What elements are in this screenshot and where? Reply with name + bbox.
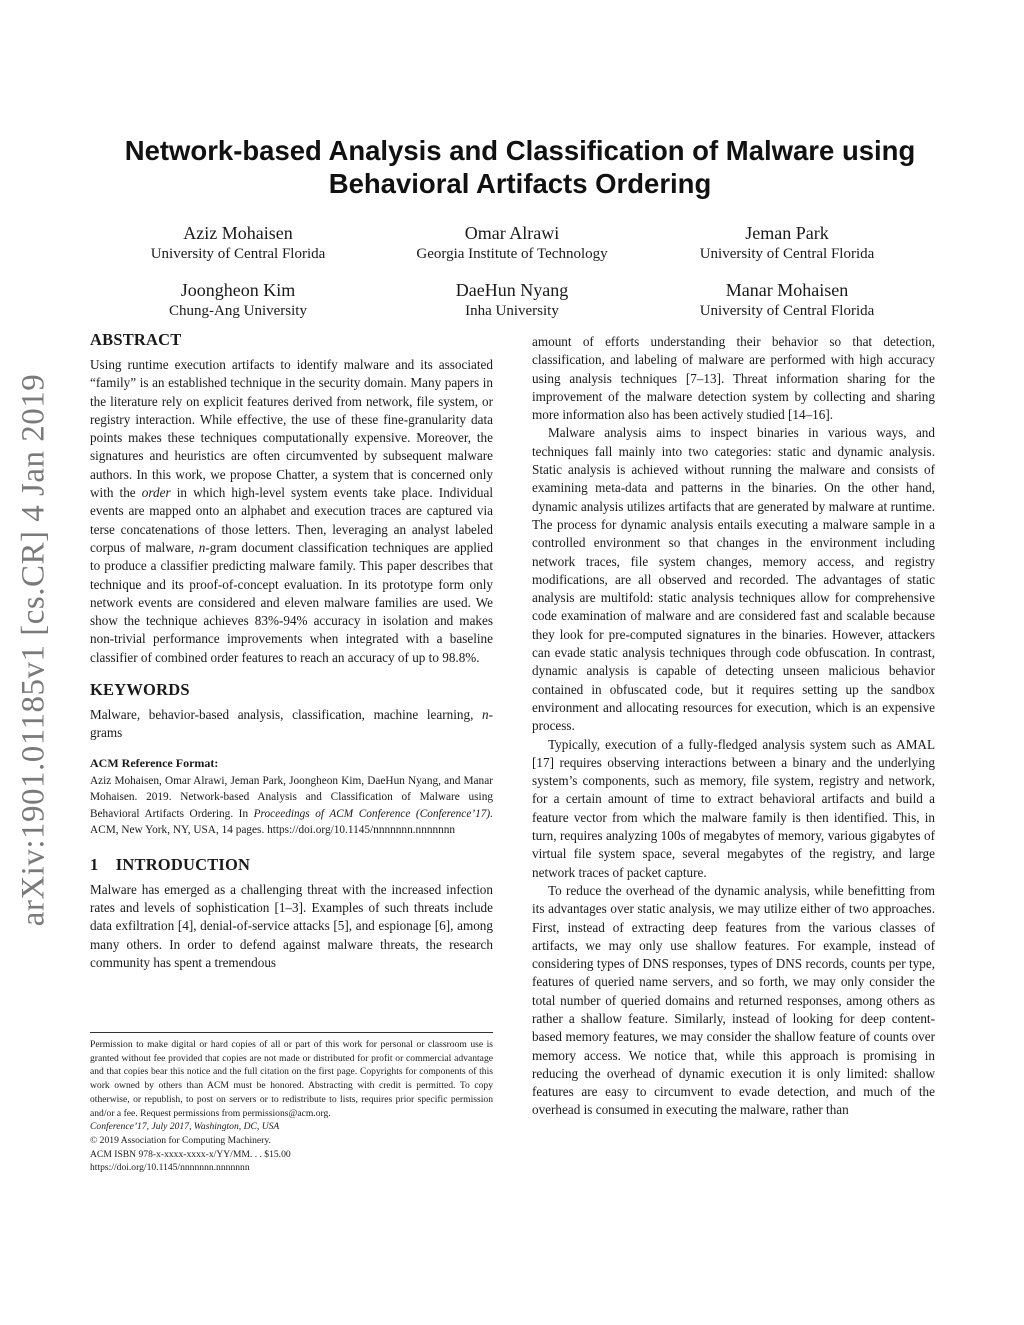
intro-paragraph: Typically, execution of a fully-fledged analysis system such as AMAL [17] requires observing interactions between a binary and the underlying system’s components, such as memory, file system, registry and network, for a certain amount of time to extract behavioral artifacts and build a feature vector from which the malware family is then identified. This, in turn, requires analyzing 100s of megabytes of memory, various gigabytes of virtual file system space, several megabytes of the registry, and large network traces of packet capture. [532,736,935,880]
keywords-heading: KEYWORDS [90,680,190,700]
author-name: Omar Alrawi [464,223,560,243]
author-affiliation: University of Central Florida [699,246,875,262]
left-column [90,330,493,972]
copyright-line: © 2019 Association for Computing Machinery. [90,1134,271,1146]
author-block [637,222,937,264]
isbn-line: ACM ISBN 978-x-xxxx-xxxx-x/YY/MM. . . $15.00 [90,1148,291,1160]
introduction-heading: 1 INTRODUCTION [90,854,251,874]
permission-text: Permission to make digital or hard copies of all or part of this work for personal or classroom use is granted without fee provided that copies are not made or distributed for profit or commercial advantage and that copies bear this notice and the full citation on the first page. Copyrights for components of this work owned by others than ACM must be honored. Abstracting with credit is permitted. To copy otherwise, or republish, to post on servers or to redistribute to lists, requires prior specific permission and/or a fee. Request permissions from permissions@acm.org. [90,1039,493,1119]
abstract-text: Using runtime execution artifacts to identify malware and its associated “family” is an established technique in the security domain. Many papers in the literature rely on explicit features derived from network, file system, or registry interaction. While effective, the use of these fine-granularity data points makes these techniques computationally expensive. Moreover, the signatures and heuristics are often circumvented by subsequent malware authors. In this work, we propose Chatter, a system that is concerned only with the order in which high-level system events take place. Individual events are mapped onto an alphabet and execution traces are captured via terse concatenations of those letters. Then, leveraging an analyst labeled corpus of malware, n-gram document classification techniques are applied to produce a classifier predicting malware family. This paper describes that technique and its proof-of-concept evaluation. In its prototype form only network events are considered and eleven malware families are used. We show the technique achieves 83%-94% accuracy in isolation and makes non-trivial performance improvements when integrated with a baseline classifier of combined order features to reach an accuracy of up to 98.8%. [90,357,494,665]
author-name: Aziz Mohaisen [183,223,293,243]
intro-paragraph: amount of efforts understanding their behavior so that detection, classification, and labeling of malware are performed with high accuracy using analysis techniques [7–13]. Threat information sharing for the improvement of the malware detection system by collecting and sharing more information also has been actively studied [14–16]. [532,334,935,423]
acm-reference-heading: ACM Reference Format: [90,755,219,770]
title-line-1: Network-based Analysis and Classification of Malware using [124,135,916,166]
author-block [362,279,662,321]
title-line-2: Behavioral Artifacts Ordering [328,168,712,199]
abstract-heading: ABSTRACT [90,330,182,349]
doi-line: https://doi.org/10.1145/nnnnnnn.nnnnnnn [90,1162,250,1174]
author-block [362,222,662,264]
intro-paragraph: Malware analysis aims to inspect binaries in various ways, and techniques fall mainly into two categories: static and dynamic analysis. Static analysis is achieved without running the malware and consists of examining meta-data and patterns in the binaries. On the other hand, dynamic analysis utilizes artifacts that are generated by malware at runtime. The process for dynamic analysis entails executing a malware sample in a controlled environment so that changes in the environment including network traces, file system changes, memory access, and registry modifications, are all observed and recorded. The advantages of static analysis are multifold: static analysis techniques allow for comprehensive code examination of malware and are considered fast and scalable because they look for pre-computed signatures in the binaries. However, attackers can evade static analysis techniques through code obfuscation. In contrast, dynamic analysis is capable of detecting unseen malicious behavior contained in obfuscated code, but it requires setting up the sandbox environment and allocating resources for execution, which is an expensive process. [532,425,935,734]
author-name: Manar Mohaisen [725,280,849,300]
right-column [532,333,935,1120]
intro-paragraph: To reduce the overhead of the dynamic analysis, while benefitting from its advantages over static analysis, we may utilize either of two approaches. First, instead of extracting deep features from the various classes of artifacts, we may only use shallow features. For example, instead of considering types of DNS responses, types of DNS records, counts per type, features of queried name servers, and so forth, we may only consider the total number of queried domains and returned responses, among others as rather a shallow feature. Similarly, instead of looking for deep content-based memory features, we may consider the shallow feature of counts over memory access. We notice that, while this approach is promising in reducing the overhead of dynamic execution it is only limited: shallow features are easy to circumvent to evade detection, and much of the overhead is consumed in executing the malware, rather than [532,882,935,1118]
author-block [88,222,388,264]
arxiv-sidebar-stamp [4,370,64,930]
author-affiliation: Inha University [465,303,559,319]
author-name: Jeman Park [745,223,829,243]
introduction-text-left: Malware has emerged as a challenging threat with the increased infection rates and levels of sophistication [1–3]. Examples of such threats include data exfiltration [4], denial-of-service attacks [5], and espionage [6], among many others. In order to defend against malware threats, the research community has spent a tremendous [90,881,493,970]
author-affiliation: University of Central Florida [150,246,326,262]
permission-notice [90,1038,493,1175]
author-block [88,279,388,321]
keywords-text: Malware, behavior-based analysis, classification, machine learning, n-grams [90,707,494,741]
acm-reference-text: Aziz Mohaisen, Omar Alrawi, Jeman Park, Joongheon Kim, DaeHun Nyang, and Manar Mohaisen. 2019. Network-based Analysis and Classification of Malware using Behavioral Artifacts Ordering. In Proceedings of ACM Conference (Conference’17). ACM, New York, NY, USA, 14 pages. https://doi.org/10.1145/nnnnnnn.nnnnnnn [90,774,493,837]
author-affiliation: Georgia Institute of Technology [416,246,608,262]
author-name: DaeHun Nyang [455,280,569,300]
conference-info: Conference’17, July 2017, Washington, DC, USA [90,1121,280,1133]
author-name: Joongheon Kim [180,280,296,300]
author-block [637,279,937,321]
arxiv-id: arXiv:1901.01185v1 [cs.CR] 4 Jan 2019 [15,373,52,927]
author-affiliation: University of Central Florida [699,303,875,319]
footnote-divider [90,1032,493,1033]
author-affiliation: Chung-Ang University [169,303,307,319]
paper-title [90,134,950,200]
